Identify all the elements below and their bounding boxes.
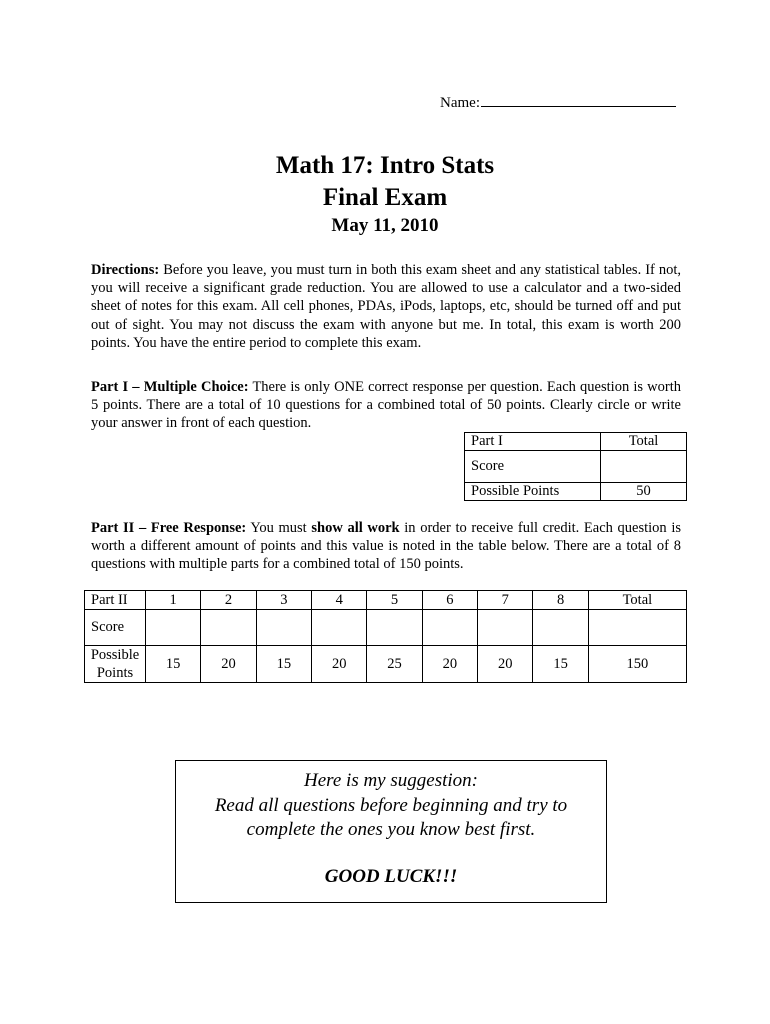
table-header-cell: 1 bbox=[146, 591, 201, 610]
part2-text-before: You must bbox=[250, 520, 307, 536]
part1-paragraph bbox=[91, 378, 681, 433]
directions-label: Directions: bbox=[91, 262, 160, 278]
score-label-cell: Score bbox=[85, 610, 146, 646]
table-row bbox=[85, 591, 687, 610]
score-cell[interactable] bbox=[422, 610, 477, 646]
possible-points-cell: 20 bbox=[312, 646, 367, 683]
table-header-cell: 3 bbox=[256, 591, 311, 610]
directions-paragraph bbox=[91, 261, 681, 352]
table-header-cell: 8 bbox=[533, 591, 588, 610]
table-header-cell: Total bbox=[588, 591, 686, 610]
score-cell[interactable] bbox=[312, 610, 367, 646]
possible-points-cell: 20 bbox=[422, 646, 477, 683]
score-cell[interactable] bbox=[146, 610, 201, 646]
table-header-cell: 5 bbox=[367, 591, 422, 610]
score-label-cell: Score bbox=[465, 451, 601, 483]
table-row bbox=[465, 451, 687, 483]
part2-score-table bbox=[84, 590, 687, 683]
possible-points-cell: 20 bbox=[478, 646, 533, 683]
possible-label-line1: Possible bbox=[90, 647, 140, 663]
name-blank-line[interactable] bbox=[481, 92, 676, 107]
table-header-cell: 4 bbox=[312, 591, 367, 610]
possible-label-line2: Points bbox=[96, 665, 134, 681]
part2-text-after: in order to receive full credit. Each question is worth a different amount of points and this value is noted in the table below. There are a total of 8 questions with multiple parts for a combined total of 150 points. bbox=[91, 520, 681, 573]
suggestion-line: Here is my suggestion: bbox=[304, 770, 478, 791]
good-luck-text: GOOD LUCK!!! bbox=[324, 865, 458, 887]
table-header-cell: Part II bbox=[85, 591, 146, 610]
part2-paragraph bbox=[91, 519, 681, 574]
possible-total-cell: 150 bbox=[588, 646, 686, 683]
score-cell[interactable] bbox=[201, 610, 256, 646]
exam-title: Final Exam bbox=[322, 184, 448, 211]
possible-label-cell: Possible Points bbox=[465, 483, 601, 501]
suggestion-line: Read all questions before beginning and try to bbox=[214, 794, 568, 816]
score-cell[interactable] bbox=[601, 451, 687, 483]
possible-label-cell bbox=[85, 646, 146, 683]
table-header-cell: 6 bbox=[422, 591, 477, 610]
possible-points-cell: 20 bbox=[201, 646, 256, 683]
possible-points-cell: 15 bbox=[256, 646, 311, 683]
part2-label: Part II – Free Response: bbox=[91, 520, 247, 536]
part1-text: There is only ONE correct response per question. Each question is worth 5 points. There are a total of 10 questions for a combined total of 50 points. Clearly circle or write your answer in front of each question. bbox=[91, 379, 681, 432]
possible-points-cell: 25 bbox=[367, 646, 422, 683]
directions-text: Before you leave, you must turn in both this exam sheet and any statistical tables. If not, you will receive a significant grade reduction. You are allowed to use a calculator and a two-sided sheet of notes for this exam. All cell phones, PDAs, iPods, laptops, etc, should be turned off and put out of sight. You may not discuss the exam with anyone but me. In total, this exam is worth 200 points. You have the entire period to complete this exam. bbox=[91, 262, 682, 351]
score-cell[interactable] bbox=[478, 610, 533, 646]
suggestion-box bbox=[175, 760, 607, 903]
score-cell[interactable] bbox=[533, 610, 588, 646]
table-header-cell: 2 bbox=[201, 591, 256, 610]
table-row bbox=[85, 646, 687, 683]
possible-total-cell: 50 bbox=[601, 483, 687, 501]
possible-points-cell: 15 bbox=[146, 646, 201, 683]
name-field bbox=[440, 92, 676, 112]
score-cell[interactable] bbox=[367, 610, 422, 646]
part1-label: Part I – Multiple Choice: bbox=[91, 379, 249, 395]
table-row bbox=[465, 483, 687, 501]
table-header-cell: Total bbox=[601, 433, 687, 451]
possible-points-cell: 15 bbox=[533, 646, 588, 683]
table-row bbox=[85, 610, 687, 646]
part1-score-table bbox=[464, 432, 687, 501]
part2-text-bold: show all work bbox=[311, 520, 400, 536]
table-row bbox=[465, 433, 687, 451]
table-header-cell: Part I bbox=[465, 433, 601, 451]
score-cell[interactable] bbox=[256, 610, 311, 646]
table-header-cell: 7 bbox=[478, 591, 533, 610]
course-title: Math 17: Intro Stats bbox=[275, 152, 495, 179]
name-label: Name: bbox=[440, 95, 480, 111]
score-cell[interactable] bbox=[588, 610, 686, 646]
suggestion-line: complete the ones you know best first. bbox=[246, 819, 536, 840]
exam-date: May 11, 2010 bbox=[331, 215, 439, 236]
